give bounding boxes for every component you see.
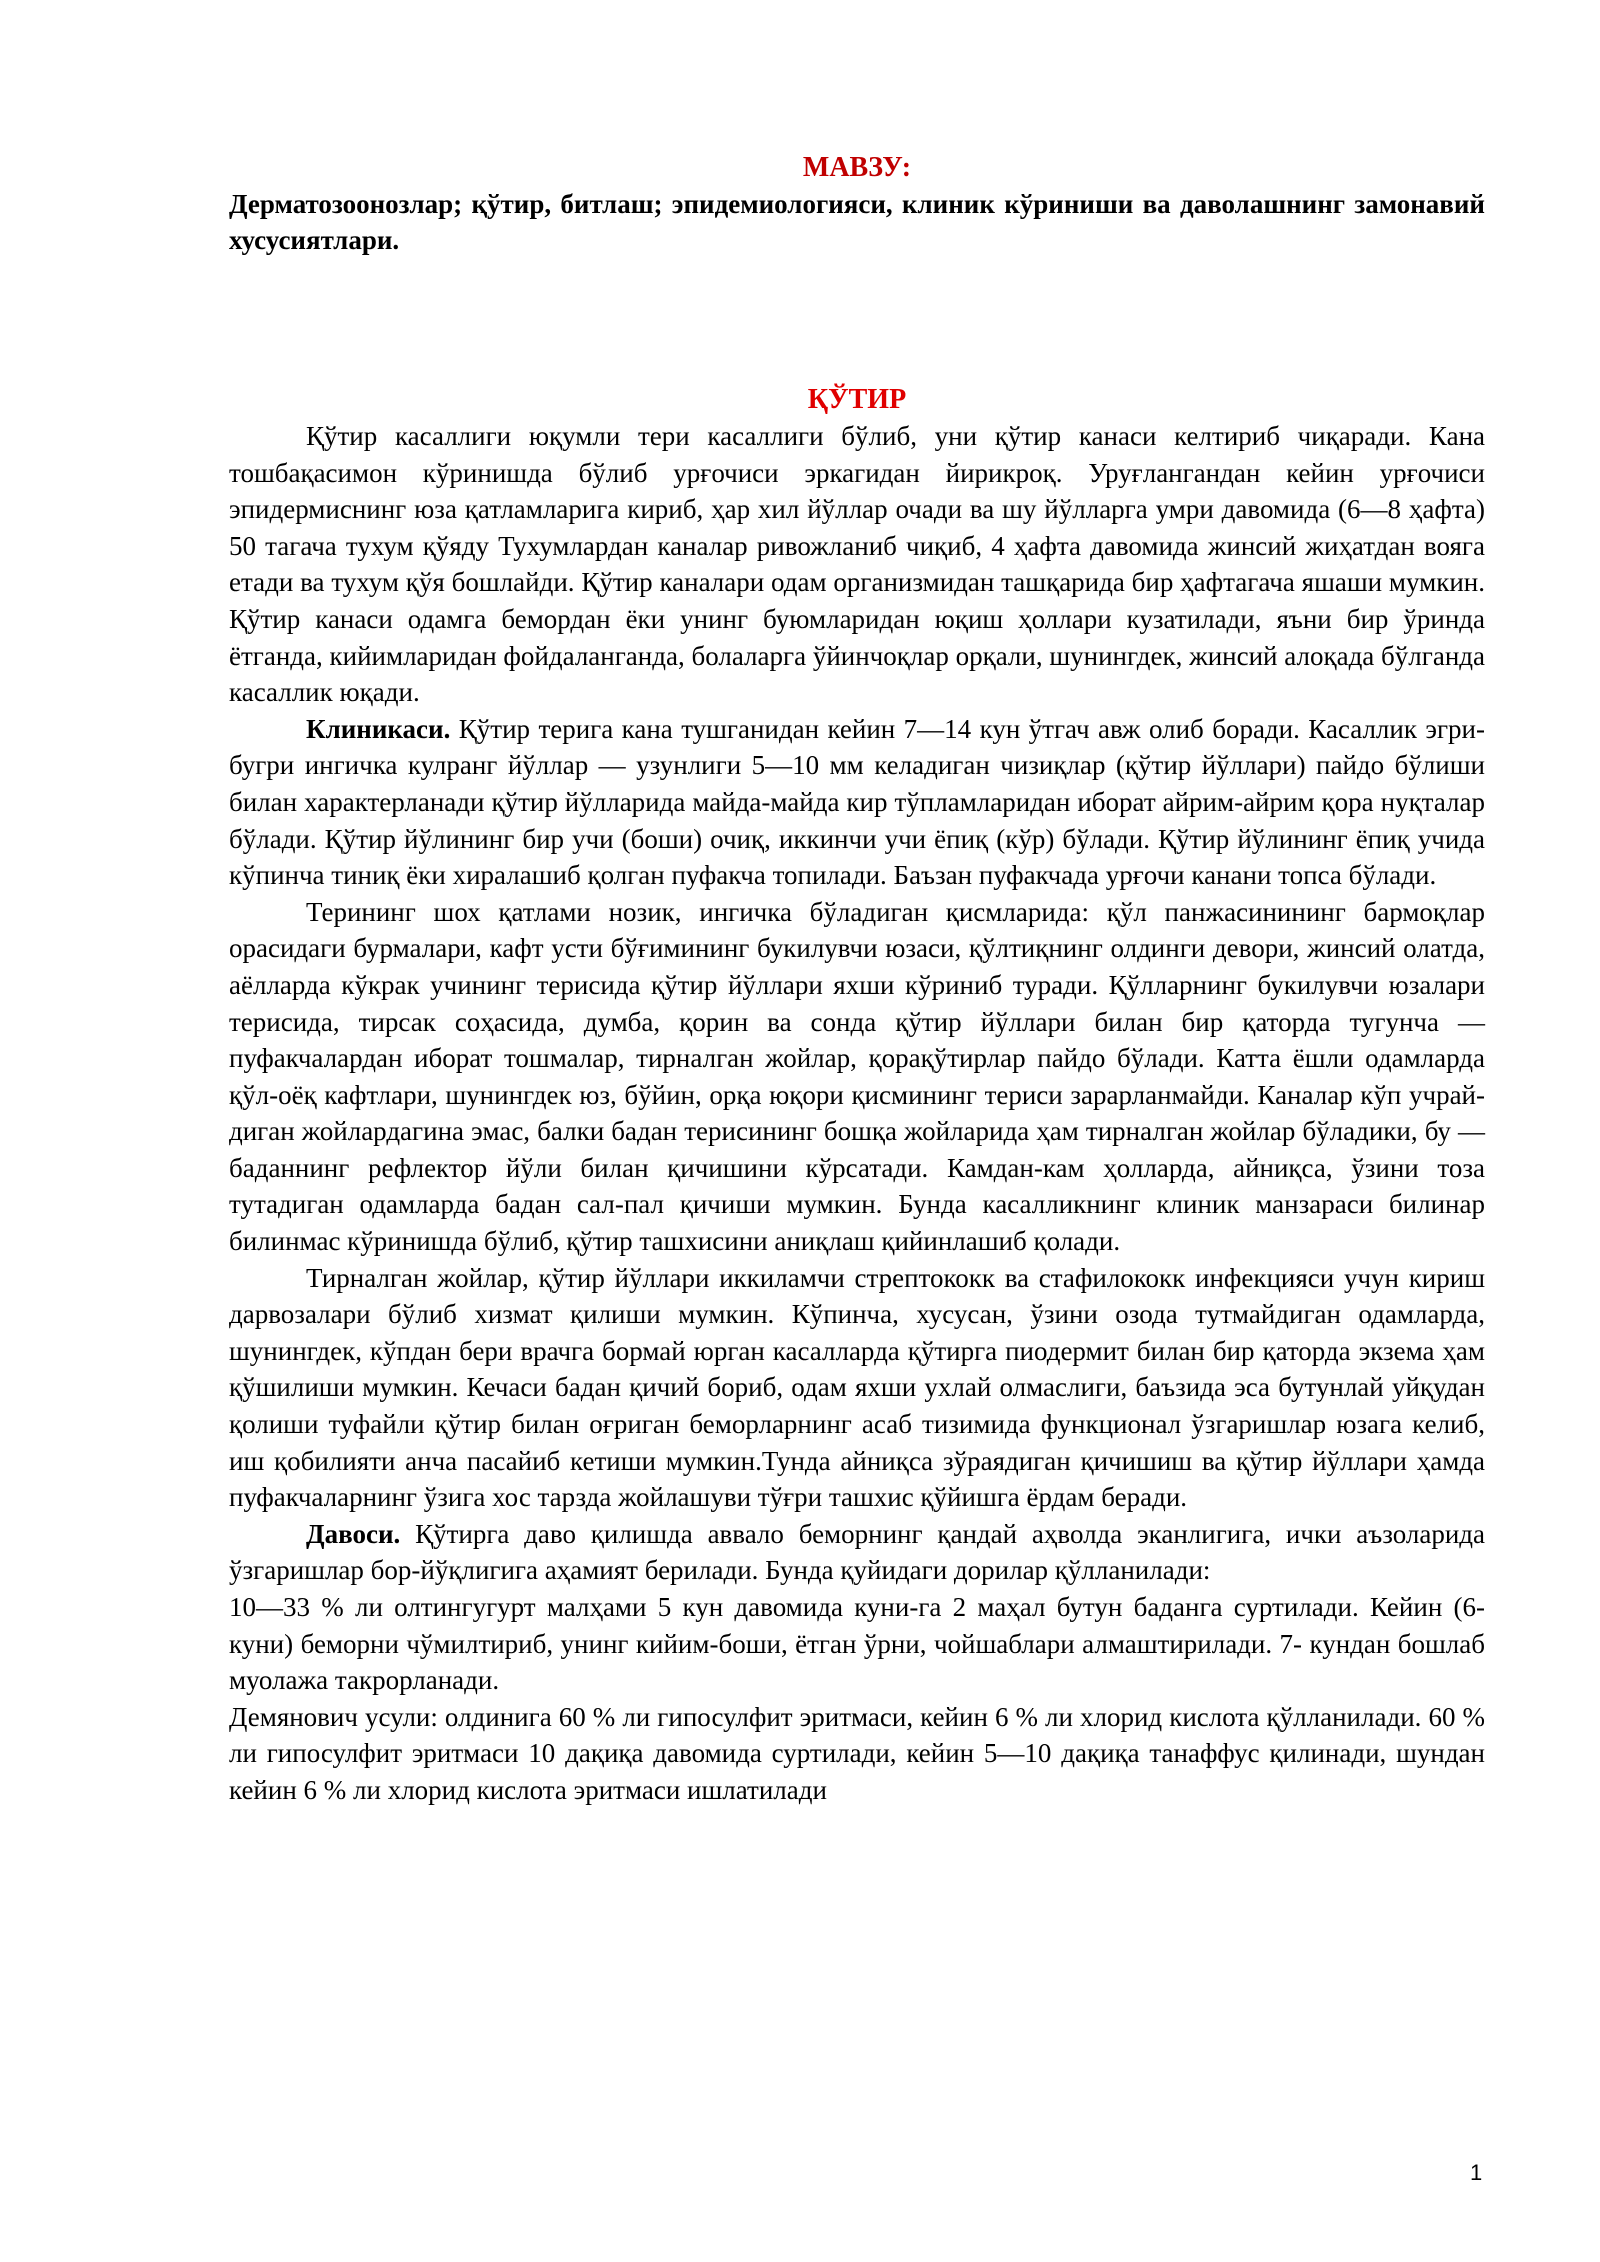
document-page bbox=[229, 150, 1485, 1809]
paragraph-demyanovich-method: Демянович усули: олдинига 60 % ли гипосулфит эритмаси, кейин 6 % ли хлорид кислота қўлланилади. 60 % ли гипосулфит эритмаси 10 дақиқа давомида суртилади, кейин 5—10 дақиқа танаффус қилинади, шундан кейин 6 % ли хлорид кислота эритмаси ишлатилади bbox=[229, 1701, 1485, 1805]
section-heading: ҚЎТИР bbox=[807, 384, 907, 415]
topic-title: Дерматозоонозлар; қўтир, битлаш; эпидемиологияси, клиник кўриниши ва даволашнинг замонавий хусусиятлари. bbox=[229, 189, 1485, 255]
page-number: 1 bbox=[1470, 2160, 1483, 2185]
paragraph-treatment bbox=[229, 1516, 1485, 1589]
paragraph-lead: Клиникаси. bbox=[306, 713, 451, 744]
paragraph-clinical bbox=[229, 711, 1485, 894]
paragraph-text: Қўтирга даво қилишда аввало беморнинг қандай аҳволда эканлигига, ички аъзоларида ўзгаришлар бор-йўқлигига аҳамият берилади. Бунда қуйидаги дорилар қўлланилади: bbox=[229, 1518, 1485, 1586]
paragraph-sulfur-ointment: 10—33 % ли олтингугурт малҳами 5 кун давомида куни-га 2 маҳал бутун баданга суртилади. Кейин (6- куни) беморни чўмилтириб, унинг кийим-боши, ётган ўрни, чойшаблари алмаштирилади. 7- кундан бошлаб муолажа такрорланади. bbox=[229, 1592, 1485, 1696]
paragraph-lead: Давоси. bbox=[306, 1518, 401, 1549]
paragraph-locations bbox=[229, 894, 1485, 1260]
paragraph-text: Қўтир терига кана тушганидан кейин 7—14 кун ўтгач авж олиб боради. Касаллик эгри-бугри ингичка кулранг йўллар — узунлиги 5—10 мм келадиган чизиқлар (қўтир йўллари) пайдо бўлиши билан характерланади қўтир йўлларида майда-майда кир тўпламларидан иборат айрим-айрим қора нуқталар бўлади. Қўтир йўлининг бир учи (боши) очиқ, иккинчи учи ёпиқ (кўр) бўлади. Қўтир йўлининг ёпиқ учида кўпинча тиниқ ёки хиралашиб қолган пуфакча топилади. Баъзан пуфакчада урғочи канани топса бўлади. bbox=[229, 713, 1485, 891]
paragraph-text: Қўтир касаллиги юқумли тери касаллиги бўлиб, уни қўтир канаси келтириб чиқаради. Кана тошбақасимон кўринишда бўлиб урғочиси эркагидан йирикроқ. Уруғлангандан кейин урғочиси эпидермиснинг юза қатламларига кириб, ҳар хил йўллар очади ва шу йўлларга умри давомида (6—8 ҳафта) 50 тагача тухум қўяду Тухумлардан каналар ривожланиб чиқиб, 4 ҳафта давомида жинсий жиҳатдан вояга етади ва тухум қўя бошлайди. Қўтир каналари одам организмидан ташқарида бир ҳафтагача яшаши мумкин. Қўтир канаси одамга бемордан ёки унинг буюмларидан юқиш ҳоллари кузатилади, яъни бир ўринда ётганда, кийимларидан фойдаланганда, болаларга ўйинчоқлар орқали, шунингдек, жинсий алоқада бўлганда касаллик юқади. bbox=[229, 421, 1485, 708]
paragraph-intro bbox=[229, 418, 1485, 711]
paragraph-text: Тирналган жойлар, қўтир йўллари иккиламчи стрептококк ва стафилококк инфекцияси учун кириш дарвозалари бўлиб хизмат қилиши мумкин. Кўпинча, хусусан, ўзини озода тутмайдиган одамларда, шунингдек, кўпдан бери врачга бормай юрган касалларда қўтирга пиодермит билан бир қаторда экзема ҳам қўшилиши мумкин. Кечаси бадан қичий бориб, одам яхши ухлай олмаслиги, баъзида эса бутунлай уйқудан қолиши туфайли қўтир билан оғриган беморларнинг асаб тизимида функционал ўзгаришлар юзага келиб, иш қобилияти анча пасайиб кетиши мумкин.Тунда айниқса зўраядиган қичишиш ва қўтир йўллари ҳамда пуфакчаларнинг ўзига хос тарзда жойлашуви тўғри ташхис қўйишга ёрдам беради. bbox=[229, 1262, 1485, 1513]
topic-label: МАВЗУ: bbox=[802, 152, 912, 183]
paragraph-complications bbox=[229, 1260, 1485, 1516]
paragraph-text: Терининг шох қатлами нозик, ингичка бўладиган қисмларида: қўл панжасинининг бармоқлар орасидаги бурмалари, кафт усти бўғимининг букилувчи юзаси, қўлтиқнинг олдинги девори, жинсий олатда, аёлларда кўкрак учининг терисида қўтир йўллари яхши кўриниб туради. Қўлларнинг букилувчи юзалари терисида, тирсак соҳасида, думба, қорин ва сонда қўтир йўллари билан бир қаторда тугунча — пуфакчалардан иборат тошмалар, тирналган жойлар, қорақўтирлар пайдо бўлади. Катта ёшли одамларда қўл-оёқ кафтлари, шунингдек юз, бўйин, орқа юқори қисмининг териси зарарланмайди. Каналар кўп учрай-диган жойлардагина эмас, балки бадан терисининг бошқа жойларида ҳам тирналган жойлар бўладики, бу — баданнинг рефлектор йўли билан қичишини кўрсатади. Камдан-кам ҳолларда, айниқса, ўзини тоза тутадиган одамларда бадан сал-пал қичиши мумкин. Бунда касалликнинг клиник манзараси билинар билинмас кўринишда бўлиб, қўтир ташхисини аниқлаш қийинлашиб қолади. bbox=[229, 896, 1485, 1257]
